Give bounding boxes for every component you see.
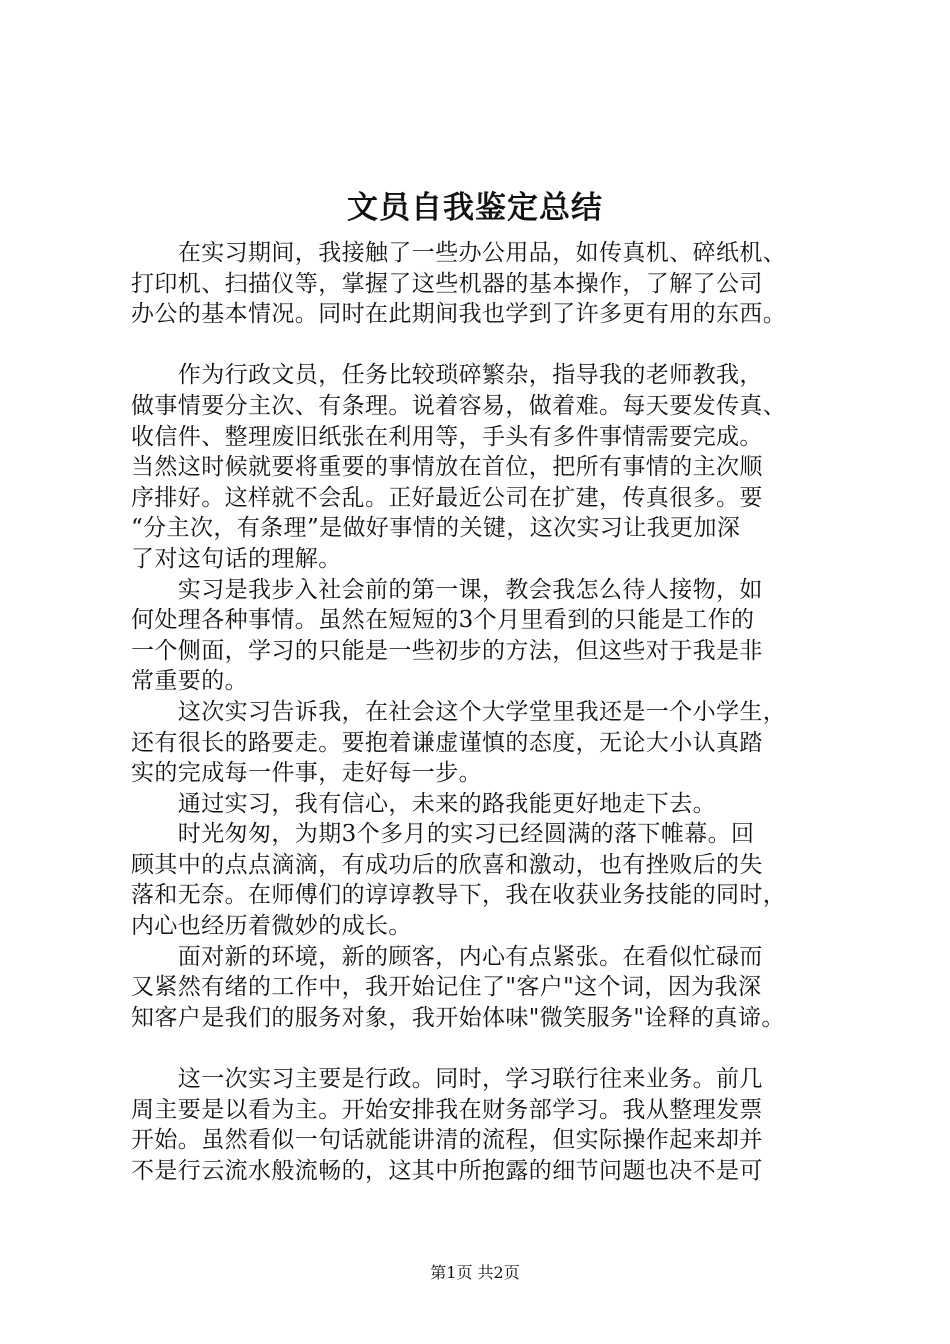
page-title: 文员自我鉴定总结 — [347, 190, 603, 226]
text-line: 知客户是我们的服务对象，我开始体味"微笑服务"诠释的真谛。 — [131, 1004, 785, 1031]
text-line: 顾其中的点点滴滴，有成功后的欣喜和激动，也有挫败后的失 — [131, 851, 763, 878]
text-line: 实的完成每一件事，走好每一步。 — [131, 760, 482, 787]
page-footer: 第1页 共2页 — [430, 1263, 520, 1282]
text-line: 办公的基本情况。同时在此期间我也学到了许多更有用的东西。 — [131, 301, 787, 328]
text-line: 当然这时候就要将重要的事情放在首位，把所有事情的主次顺 — [131, 454, 763, 481]
text-line: 了对这句话的理解。 — [131, 545, 342, 572]
text-line — [131, 1033, 856, 1064]
text-line: 又紧然有绪的工作中，我开始记住了"客户"这个词，因为我深 — [131, 974, 762, 1001]
text-line: 内心也经历着微妙的成长。 — [131, 913, 412, 940]
text-line: 作为行政文员，任务比较琐碎繁杂，指导我的老师教我， — [131, 362, 763, 389]
text-line: 打印机、扫描仪等，掌握了这些机器的基本操作，了解了公司 — [131, 270, 763, 297]
text-line: “分主次，有条理”是做好事情的关键，这次实习让我更加深 — [131, 515, 741, 542]
text-line: 这一次实习主要是行政。同时，学习联行往来业务。前几 — [131, 1066, 763, 1093]
text-line: 通过实习，我有信心，未来的路我能更好地走下去。 — [131, 790, 716, 817]
text-line: 实习是我步入社会前的第一课，教会我怎么待人接物，如 — [131, 576, 763, 603]
text-line: 时光匆匆，为期3个多月的实习已经圆满的落下帷幕。回 — [131, 821, 755, 848]
document-body — [131, 238, 856, 1186]
text-line: 做事情要分主次、有条理。说着容易，做着难。每天要发传真、 — [131, 392, 787, 419]
text-line: 这次实习告诉我，在社会这个大学堂里我还是一个小学生， — [131, 698, 787, 725]
text-line: 在实习期间，我接触了一些办公用品，如传真机、碎纸机、 — [131, 240, 787, 266]
text-line: 面对新的环境，新的顾客，内心有点紧张。在看似忙碌而 — [131, 943, 763, 970]
text-line: 还有很长的路要走。要抱着谦虚谨慎的态度，无论大小认真踏 — [131, 729, 763, 756]
text-line: 开始。虽然看似一句话就能讲清的流程，但实际操作起来却并 — [131, 1127, 763, 1154]
text-line: 落和无奈。在师傅们的谆谆教导下，我在收获业务技能的同时， — [131, 882, 787, 909]
text-line: 一个侧面，学习的只能是一些初步的方法，但这些对于我是非 — [131, 637, 763, 664]
text-line: 周主要是以看为主。开始安排我在财务部学习。我从整理发票 — [131, 1096, 763, 1123]
text-line: 序排好。这样就不会乱。正好最近公司在扩建，传真很多。要 — [131, 484, 763, 511]
text-line: 收信件、整理废旧纸张在利用等，手头有多件事情需要完成。 — [131, 423, 763, 450]
text-line: 何处理各种事情。虽然在短短的3个月里看到的只能是工作的 — [131, 607, 755, 634]
text-line: 不是行云流水般流畅的，这其中所抱露的细节问题也决不是可 — [131, 1157, 763, 1184]
text-line — [131, 330, 856, 361]
text-line: 常重要的。 — [131, 668, 248, 695]
